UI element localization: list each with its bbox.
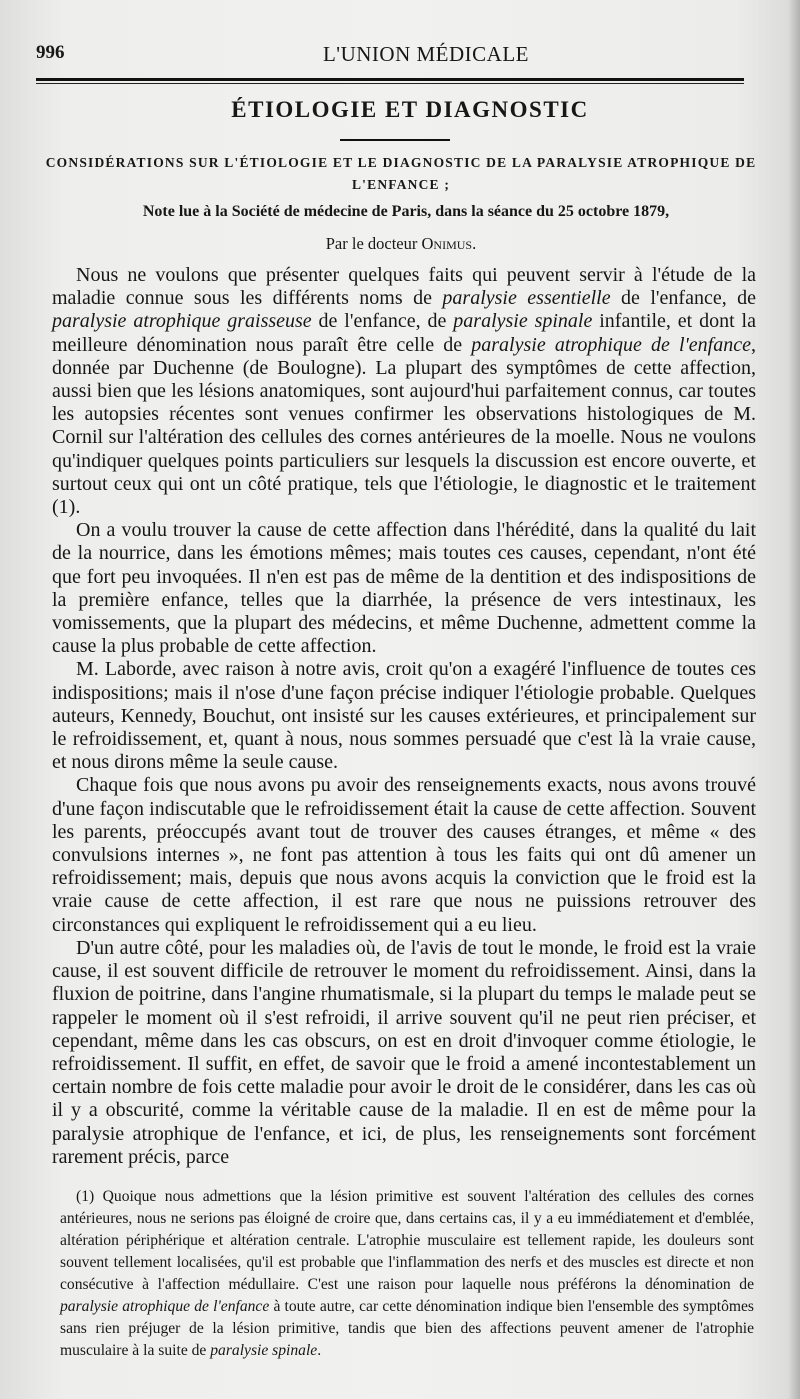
text-run: de l'enfance, de — [311, 310, 454, 333]
section-title: ÉTIOLOGIE ET DIAGNOSTIC — [231, 97, 589, 122]
text-run: infantile, et dont la meilleure dénomination nous paraît être celle de — [52, 310, 756, 356]
section-divider — [340, 139, 450, 141]
paragraph — [52, 774, 756, 936]
italic-term: paralysie spinale — [210, 1342, 318, 1359]
paragraph — [52, 264, 756, 519]
text-run: à toute autre, car cette dénomination indique bien l'ensemble des symptômes sans rien préjuger de la lésion primitive, tandis que bien des affections peuvent amener de l'atrophie musculaire à la suite de — [60, 1298, 754, 1359]
italic-term: paralysie atrophique de l'enfance — [471, 333, 751, 356]
article-heading: CONSIDÉRATIONS SUR L'ÉTIOLOGIE ET LE DIAGNOSTIC DE LA PARALYSIE ATROPHIQUE DE L'ENFANCE ; — [45, 155, 757, 192]
text-run: de l'enfance, de — [610, 287, 757, 310]
italic-term: paralysie atrophique graisseuse — [52, 310, 312, 333]
text-run: (1) Quoique nous admettions que la lésion primitive est souvent l'altération des cellules des cornes antérieures, nous ne serions pas éloigné de croire que, dans certains cas, il y a eu immédiatement et d'emblée, altération périphérique et altération centrale. L'atrophie musculaire est tellement rapide, les douleurs sont souvent tellement localisées, qu'il est probable que l'inflammation des nerfs et des muscles est directe et non consécutive à l'affection médullaire. C'est une raison pour laquelle nous préférons la dénomination de — [60, 1188, 754, 1293]
text-run: On a voulu trouver la cause de cette affection dans l'hérédité, dans la qualité du lait de la nourrice, dans les émotions mêmes; mais toutes ces causes, cependant, n'ont été que fort peu invoquées. Il n'en est pas de même de la dentition et des indispositions de la première enfance, telles que la diarrhée, la présence de vers intestinaux, les vomissements, que la plupart des médecins, et même Duchenne, admettent comme la cause la plus probable de cette affection. — [52, 519, 756, 658]
header-rule — [36, 78, 744, 84]
page-edge-shadow — [788, 0, 800, 1399]
article-note: Note lue à la Société de médecine de Paris, dans la séance du 25 octobre 1879, — [142, 203, 670, 220]
author-prefix: Par le docteur — [325, 234, 418, 253]
italic-term: paralysie essentielle — [442, 287, 611, 310]
article-author — [36, 234, 766, 254]
text-run: D'un autre côté, pour les maladies où, de l'avis de tout le monde, le froid est la vraie cause, il est souvent difficile de retrouver le moment du refroidissement. Ainsi, dans la fluxion de poitrine, dans l'angine rhumatismale, si la plupart du temps le malade peut se rappeler le moment où il s'est refroidi, il arrive souvent qu'il ne peut rien préciser, et cependant, même dans les cas obscurs, on est en droit d'invoquer comme étiologie, le refroidissement. Il suffit, en effet, de savoir que le froid a amené incontestablement un certain nombre de fois cette maladie pour avoir le droit de le considérer, dans les cas où il y a obscurité, comme la véritable cause de la maladie. Il en est de même pour la paralysie atrophique de l'enfance, et ici, de plus, les renseignements sont forcément rarement précis, parce — [52, 936, 756, 1168]
article-body — [52, 264, 756, 1169]
text-run: . — [317, 1342, 322, 1359]
footnote — [60, 1186, 754, 1362]
author-name: Onimus. — [421, 234, 477, 253]
text-run: Nous ne voulons que présenter quelques faits qui peuvent servir à l'étude de la maladie connue sous les différents noms de — [52, 264, 756, 310]
paragraph — [52, 658, 756, 774]
text-run: , donnée par Duchenne (de Boulogne). La plupart des symptômes de cette affection, aussi bien que les lésions anatomiques, sont aujourd'hui parfaitement connus, car toutes les autopsies récentes sont venues confirmer les observations histologiques de M. Cornil sur l'altération des cellules des cornes antérieures de la moelle. Nous ne voulons qu'indiquer quelques points particuliers sur lesquels la discussion est encore ouverte, et surtout ceux qui ont un côté pratique, tels que l'étiologie, le diagnostic et le traitement (1). — [52, 333, 756, 519]
journal-title: L'UNION MÉDICALE — [322, 42, 529, 66]
page-number: 996 — [36, 42, 65, 63]
paragraph — [52, 937, 756, 1169]
running-head — [36, 42, 776, 70]
italic-term: paralysie atrophique de l'enfance — [60, 1298, 270, 1315]
italic-term: paralysie spinale — [453, 310, 593, 333]
text-run: Chaque fois que nous avons pu avoir des renseignements exacts, nous avons trouvé d'une façon indiscutable que le refroidissement était la cause de cette affection. Souvent les parents, préoccupés avant tout de trouver des causes étranges, et même « des convulsions internes », ne font pas attention à tous les faits qui ont dû amener un refroidissement; mais, depuis que nous avons acquis la conviction que le froid est la vraie cause de cette affection, il est rare que nous ne puissions retrouver des circonstances qui expliquent le refroidissement qui a eu lieu. — [52, 774, 756, 936]
text-run: M. Laborde, avec raison à notre avis, croit qu'on a exagéré l'influence de toutes ces indispositions; mais il n'ose d'une façon précise indiquer l'étiologie probable. Quelques auteurs, Kennedy, Bouchut, ont insisté sur les causes extérieures, et principalement sur le refroidissement, et, quant à nous, nous sommes persuadé que c'est là la vraie cause, et nous dirons même la seule cause. — [52, 658, 756, 774]
paragraph — [52, 519, 756, 658]
